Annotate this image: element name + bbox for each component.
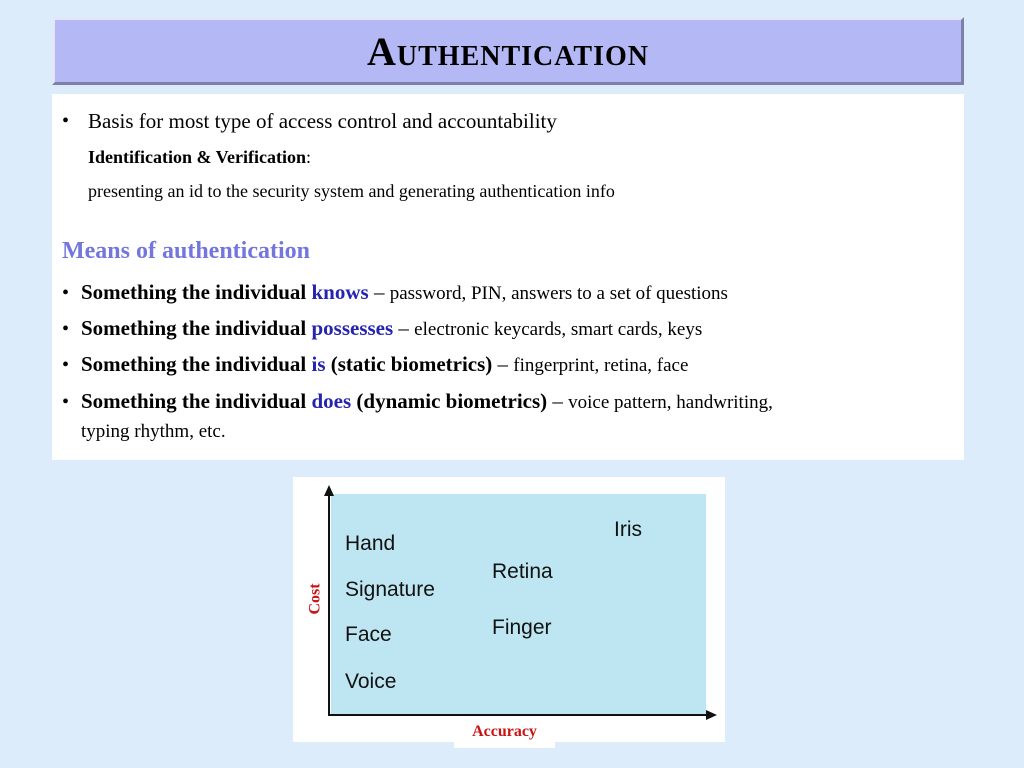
- colon: :: [306, 147, 312, 167]
- means-heading: Means of authentication: [62, 238, 310, 264]
- item-examples: electronic keycards, smart cards, keys: [414, 319, 703, 340]
- content-panel: [52, 94, 964, 460]
- means-item-is: [81, 352, 688, 377]
- item-examples: fingerprint, retina, face: [513, 355, 689, 376]
- chart-label-voice: Voice: [345, 670, 397, 693]
- item-extra: (static biometrics): [325, 352, 493, 376]
- title-bar: [52, 17, 964, 85]
- item-dash: –: [393, 316, 415, 340]
- chart-label-hand: Hand: [345, 532, 396, 555]
- item-keyword: knows: [311, 280, 369, 304]
- chart-label-finger: Finger: [492, 616, 552, 639]
- item-prefix: Something the individual: [81, 280, 312, 304]
- bullet-icon: •: [62, 318, 70, 340]
- item-keyword: possesses: [311, 316, 394, 340]
- bullet-icon: •: [62, 391, 70, 413]
- item-dash: –: [492, 352, 514, 376]
- item-extra: (dynamic biometrics): [351, 389, 548, 413]
- means-item-does-continuation: typing rhythm, etc.: [81, 421, 226, 442]
- chart-label-signature: Signature: [345, 578, 435, 601]
- means-item-possesses: [81, 316, 702, 341]
- bullet-icon: •: [62, 354, 70, 376]
- item-examples: password, PIN, answers to a set of questions: [389, 283, 728, 304]
- y-axis-label: [301, 584, 331, 614]
- item-prefix: Something the individual: [81, 389, 312, 413]
- cost-text: Cost: [307, 583, 325, 615]
- cost-accuracy-chart: [293, 477, 725, 742]
- item-dash: –: [368, 280, 390, 304]
- chart-label-iris: Iris: [614, 518, 642, 541]
- identification-verification-label: Identification & Verification: [88, 147, 306, 167]
- bullet-icon: •: [62, 110, 70, 132]
- x-axis-label: [454, 716, 555, 748]
- bullet-icon: •: [62, 282, 70, 304]
- means-item-does: [81, 389, 773, 414]
- chart-label-retina: Retina: [492, 560, 553, 583]
- item-prefix: Something the individual: [81, 316, 312, 340]
- item-keyword: does: [311, 389, 352, 413]
- means-item-knows: [81, 280, 728, 305]
- item-examples: voice pattern, handwriting,: [568, 392, 773, 413]
- chart-label-face: Face: [345, 623, 392, 646]
- arrow-up-icon: [324, 485, 334, 496]
- arrow-right-icon: [706, 710, 717, 720]
- item-dash: –: [547, 389, 569, 413]
- item-keyword: is: [311, 352, 326, 376]
- slide-title: Authentication: [367, 28, 649, 74]
- intro-line-1: Basis for most type of access control and accountability: [88, 109, 557, 133]
- intro-line-3: presenting an id to the security system and generating authentication info: [88, 181, 615, 201]
- accuracy-text: Accuracy: [472, 723, 537, 740]
- item-prefix: Something the individual: [81, 352, 312, 376]
- intro-line-2: [88, 147, 311, 168]
